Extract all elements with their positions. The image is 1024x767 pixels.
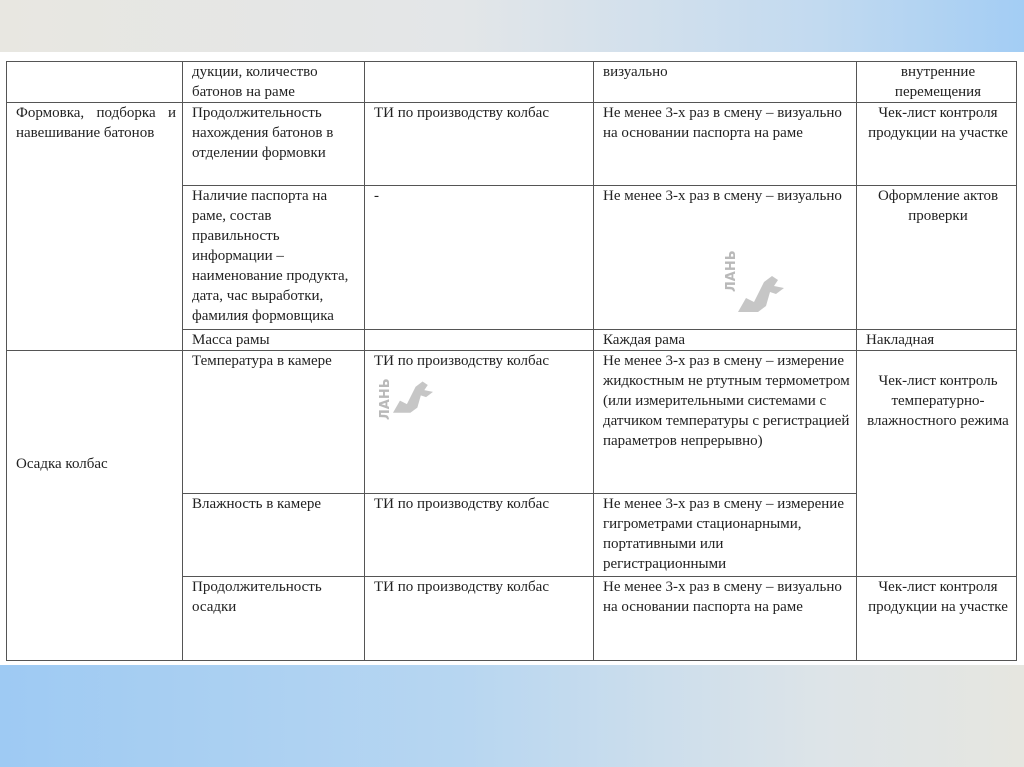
control-table [6,61,1017,661]
frequency-cell: Каждая рама [594,330,857,351]
parameter-cell: Температура в камере [183,351,365,494]
document-cell: ТИ по производству колбас [365,103,594,186]
document-cell [365,62,594,103]
frequency-cell: визуально [594,62,857,103]
document-cell: ТИ по производству колбас [365,577,594,661]
document-cell [365,330,594,351]
parameter-cell: Продолжительность осадки [183,577,365,661]
parameter-cell: Продолжительность нахождения батонов в отделении формовки [183,103,365,186]
table-row [7,351,1017,494]
record-cell: Оформление актов проверки [857,186,1017,330]
record-cell: Накладная [857,330,1017,351]
stage-cell [7,186,183,330]
watermark-text: ЛАНЬ [724,250,739,292]
frequency-cell: Не менее 3-х раз в смену – визуально [594,186,857,330]
stage-cell [7,330,183,351]
stage-cell: Осадка колбас [7,351,183,577]
table-row [7,103,1017,186]
parameter-cell: дукции, количество батонов на раме [183,62,365,103]
watermark-text: ЛАНЬ [378,378,393,420]
record-cell: Чек-лист контроля продукции на участке [857,577,1017,661]
frequency-cell: Не менее 3-х раз в смену – измерение гигрометрами стационарными, портативными или регистрационными [594,494,857,577]
top-background-band [0,0,1024,52]
record-cell: Чек-лист контроля продукции на участке [857,103,1017,186]
record-cell: Чек-лист контроль температурно-влажностного режима [857,351,1017,577]
stage-cell: Формовка, подборка и навешивание батонов [7,103,183,186]
table-row [7,62,1017,103]
document-cell: ТИ по производству колбас [365,351,594,494]
table-row [7,330,1017,351]
table-row [7,577,1017,661]
document-cell: ТИ по производству колбас [365,494,594,577]
stage-cell [7,577,183,661]
record-cell: внутренние перемещения [857,62,1017,103]
frequency-cell: Не менее 3-х раз в смену – измерение жидкостным не ртутным термометром (или измерительными системами с датчиком температуры с регистрацией параметров непрерывно) [594,351,857,494]
frequency-cell: Не менее 3-х раз в смену – визуально на основании паспорта на раме [594,103,857,186]
table-row [7,186,1017,330]
stage-cell [7,62,183,103]
document-cell: - [365,186,594,330]
bottom-background-band [0,665,1024,767]
frequency-cell: Не менее 3-х раз в смену – визуально на основании паспорта на раме [594,577,857,661]
parameter-cell: Влажность в камере [183,494,365,577]
doe-logo-icon [388,378,438,418]
parameter-cell: Наличие паспорта на раме, состав правильность информации – наименование продукта, дата, час выработки, фамилия формовщика [183,186,365,330]
doe-logo-icon [734,272,788,318]
parameter-cell: Масса рамы [183,330,365,351]
